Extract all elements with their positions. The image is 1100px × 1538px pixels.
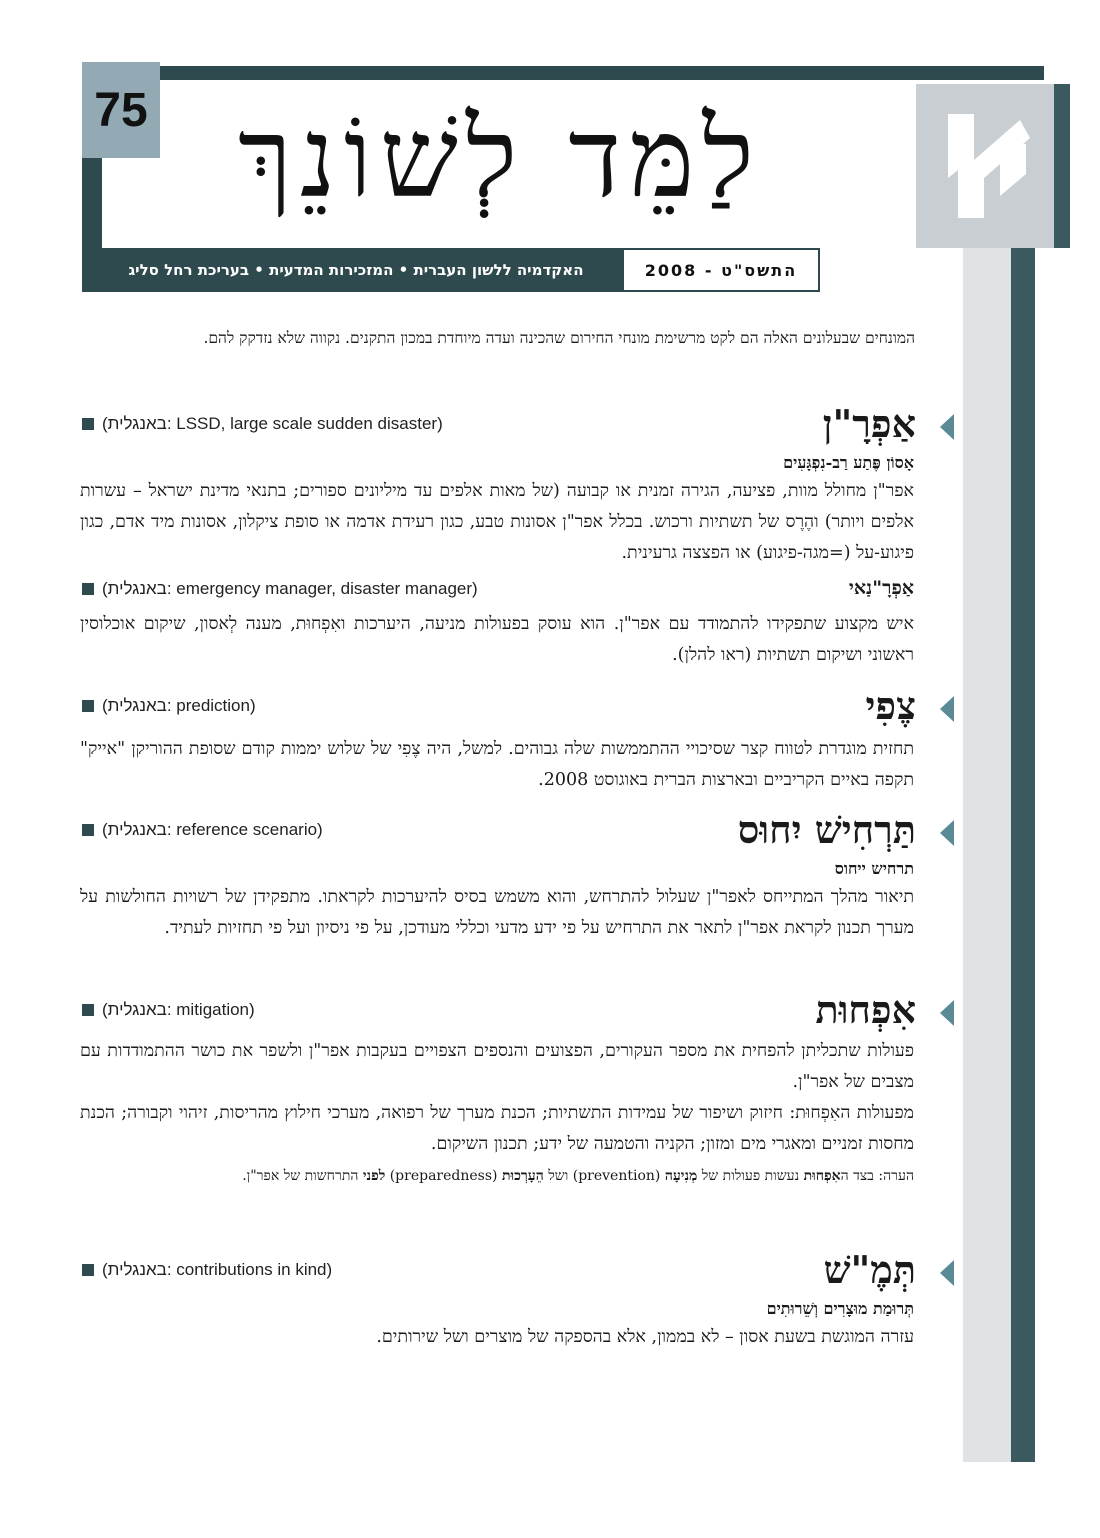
entry-term: תַּרְחִישׁ יִחוּס bbox=[737, 807, 916, 852]
english-equivalent bbox=[82, 1000, 255, 1020]
english-equivalent bbox=[82, 414, 443, 434]
entry-marker-icon bbox=[940, 1260, 954, 1286]
note-text: הערה: בצד ה bbox=[840, 1168, 914, 1184]
english-text: (באנגלית: emergency manager, disaster manager) bbox=[102, 579, 478, 598]
publisher-line: האקדמיה ללשון העברית • המזכירות המדעית • בעריכת רחל סליג bbox=[128, 261, 584, 279]
sub-entry-afranai bbox=[72, 573, 952, 609]
square-bullet-icon bbox=[82, 583, 94, 595]
square-bullet-icon bbox=[82, 700, 94, 712]
entry-subterm: תרחיש ייחוס bbox=[834, 859, 914, 878]
english-equivalent bbox=[82, 820, 323, 840]
note-bold-term: לפני bbox=[362, 1168, 386, 1184]
note-text: (prevention) ושל bbox=[543, 1168, 665, 1184]
english-text: (באנגלית: LSSD, large scale sudden disaster) bbox=[102, 414, 443, 433]
publication-date: התשס"ט - 2008 bbox=[624, 250, 818, 290]
note-text: התרחשות של אפר"ן. bbox=[242, 1168, 363, 1184]
issue-number: 75 bbox=[82, 62, 160, 158]
english-text: (באנגלית: contributions in kind) bbox=[102, 1260, 333, 1279]
entry-marker-icon bbox=[940, 696, 954, 722]
english-equivalent bbox=[82, 1260, 332, 1280]
intro-paragraph: המונחים שבעלונים האלה הם לקט מרשימת מונחי החירום שהכינה ועדה מיוחדת במכון התקנים. נקווה שלא נזדקק להם. bbox=[203, 329, 915, 347]
entry-marker-icon bbox=[940, 820, 954, 846]
entry-tamash bbox=[72, 1248, 952, 1353]
decorative-strip-light bbox=[963, 248, 1011, 1462]
publisher-bar bbox=[82, 248, 820, 292]
note-text: (preparedness) bbox=[385, 1168, 502, 1184]
academy-logo-icon bbox=[930, 100, 1040, 230]
sub-entry-term: אַפְרָ"נַאי bbox=[848, 577, 914, 599]
entry-subterm: תְּרוּמַת מוּצָרִים וְשֵׁרוּתִים bbox=[766, 1299, 914, 1318]
english-text: (באנגלית: reference scenario) bbox=[102, 820, 323, 839]
note-bold-term: מְנִיעָה bbox=[664, 1168, 698, 1184]
square-bullet-icon bbox=[82, 824, 94, 836]
square-bullet-icon bbox=[82, 1004, 94, 1016]
entry-term: צֶפִי bbox=[865, 683, 916, 728]
english-equivalent bbox=[82, 579, 478, 599]
entry-afran bbox=[72, 402, 952, 671]
entry-body: תיאור מהלך המתייחס לאפר"ן שעלול להתרחש, והוא משמש בסיס להיערכות לקראתו. מתפקידן של רשויות החולשות על מערך תכנון לקראת אפר"ן לתאר את התרחיש על פי ידע מדעי וכללי מעודכן, על פי ניסיון ועל פי תחזיות לעתיד. bbox=[80, 887, 914, 938]
entry-body-secondary: מפעולות האִפְחוּת: חיזוק ושיפור של עמידות התשתיות; הכנת מערך של רפואה, מערכי חילוץ מהריסות, זיהוי וקבורה; הכנת מחסות זמניים ומאגרי מים ומזון; הקניה והטמעה של ידע; תכנון השיקום. bbox=[80, 1103, 914, 1154]
entry-term: אִפְחוּת bbox=[815, 987, 916, 1032]
entry-marker-icon bbox=[940, 414, 954, 440]
square-bullet-icon bbox=[82, 418, 94, 430]
entry-tsefi bbox=[72, 684, 952, 796]
masthead-title: לַמֵּד לְשׁוֹנֵךְ bbox=[238, 94, 762, 222]
note-text: נעשות פעולות של bbox=[697, 1168, 804, 1184]
entry-body: פעולות שתכליתן להפחית את מספר העקורים, הפצועים והנספים הצפויים בעקבות אפר"ן ולשפר את כושר ההתמודדות עם מצבים של אפר"ן. bbox=[80, 1041, 914, 1092]
entry-note bbox=[72, 1164, 952, 1188]
english-text: (באנגלית: prediction) bbox=[102, 696, 256, 715]
entry-term: אַפְרָ"ן bbox=[822, 401, 916, 446]
decorative-strip-dark bbox=[1011, 248, 1035, 1462]
entry-marker-icon bbox=[940, 1000, 954, 1026]
entry-ipchut bbox=[72, 988, 952, 1188]
note-bold-term: אִפְחוּת bbox=[803, 1168, 841, 1184]
entry-tarhish-yihus bbox=[72, 808, 952, 944]
sub-entry-body: איש מקצוע שתפקידו להתמודד עם אפר"ן. הוא עוסק בפעולות מניעה, היערכות ואִפְחוּת, מענה לְאסון, שיקום אוכלוסין ראשוני ושיקום תשתיות (ראו להלן). bbox=[80, 614, 914, 665]
entry-term: תְּמֶ"שׁ bbox=[823, 1247, 916, 1292]
square-bullet-icon bbox=[82, 1264, 94, 1276]
english-text: (באנגלית: mitigation) bbox=[102, 1000, 255, 1019]
entry-body: תחזית מוגדרת לטווח קצר שסיכויי ההתממשות שלה גבוהים. למשל, היה צֶפִי של שלוש יממות קודם שסופת ההוריקן "אייק" תקפה באיים הקריביים ובארצות הברית באוגוסט 2008. bbox=[80, 739, 914, 790]
entry-body: אפר"ן מחולל מוות, פציעה, הגירה זמנית או קבועה (של מאות אלפים עד מיליונים ספורים; בתנאי מדינת ישראל – עשרות אלפים ויותר) והֶרֶס של תשתיות ורכוש. בכלל אפר"ן אסונות טבע, כגון רעידת אדמה או סופת ציקלון, אסונות מיד אדם, כגון פיגוע-על (=מגה-פיגוע) או הפצצה גרעינית. bbox=[80, 481, 914, 563]
english-equivalent bbox=[82, 696, 256, 716]
entry-body: עזרה המוגשת בשעת אסון – לא בממון, אלא בהספקה של מוצרים ושל שירותים. bbox=[376, 1327, 914, 1347]
note-bold-term: הֵעָרְכוּת bbox=[501, 1168, 544, 1184]
entry-subterm: אָסוֹן פֶּתַע רַב-נִפְגָּעִים bbox=[783, 453, 914, 472]
